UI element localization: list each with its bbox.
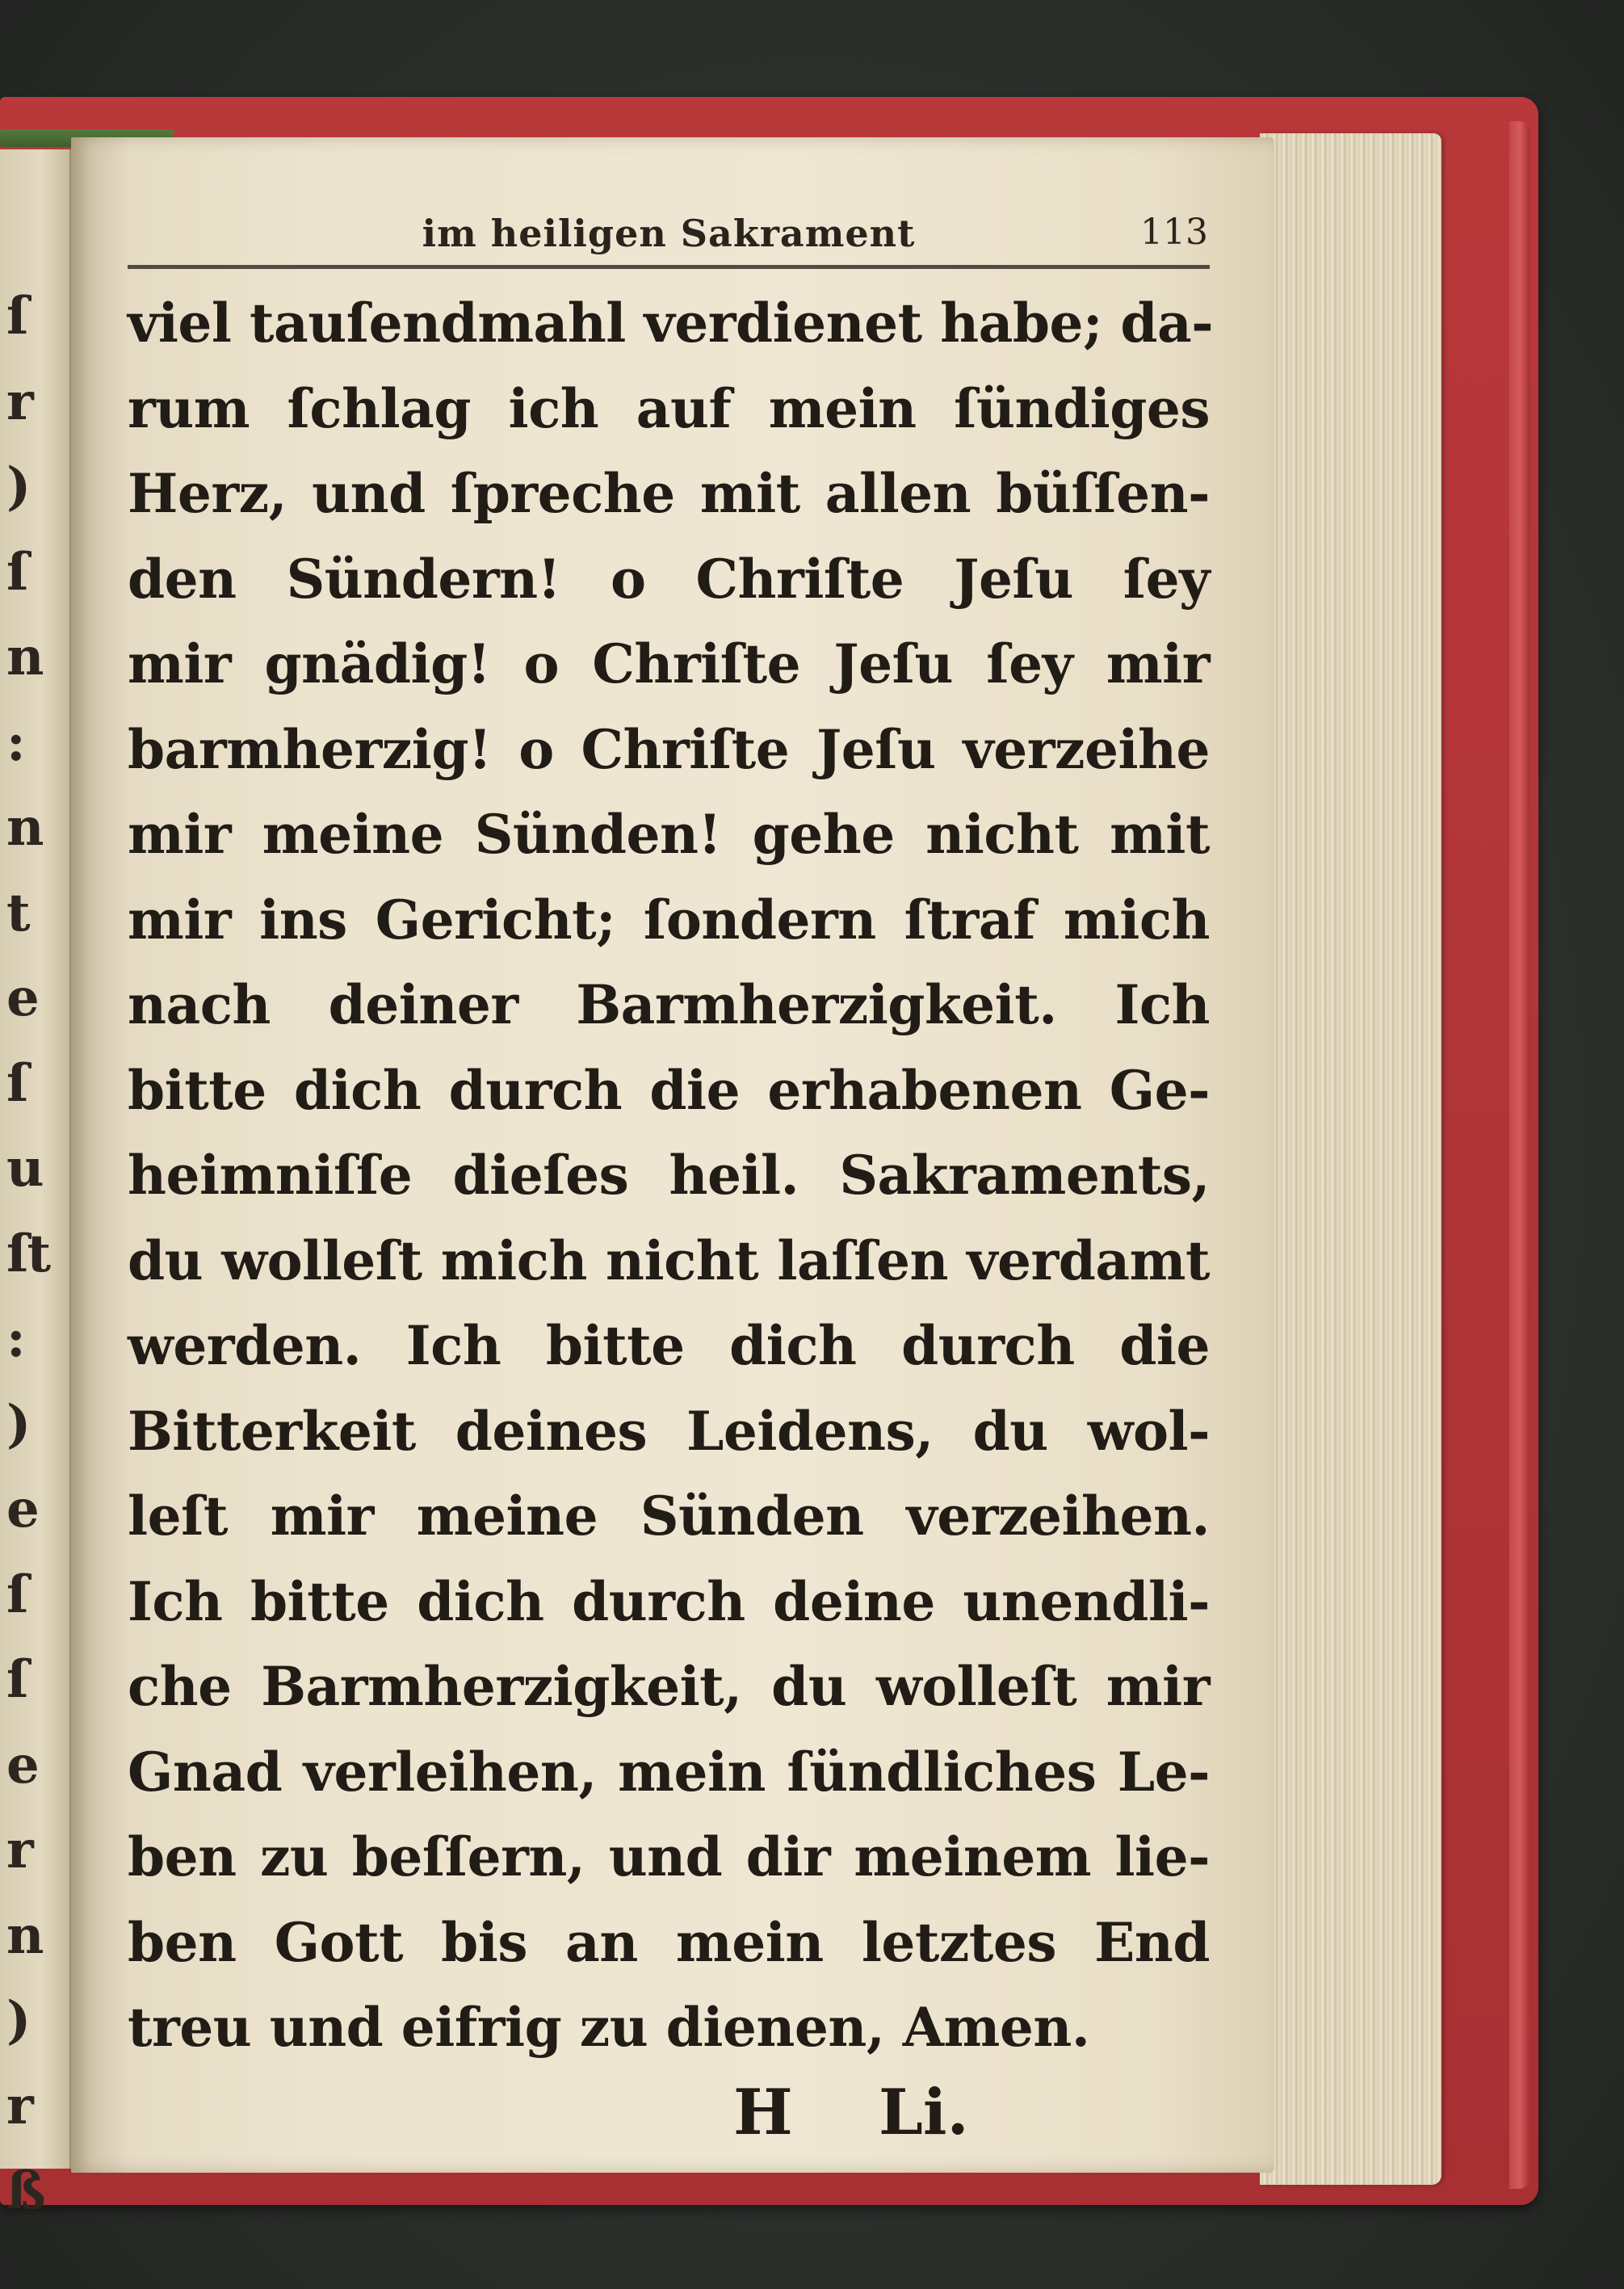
- page-edge-stack: [1260, 133, 1441, 2185]
- left-page-glyph: n: [6, 797, 43, 858]
- text-line: du wolleſt mich nicht laſſen verdamt: [128, 1228, 1210, 1292]
- running-head: im heiligen Sakrament: [422, 212, 916, 255]
- text-line: che Barmherzigkeit, du wolleſt mir: [128, 1655, 1210, 1718]
- left-page-glyph: ſ: [6, 1564, 27, 1625]
- text-line: leſt mir meine Sünden verzeihen.: [128, 1485, 1210, 1548]
- signature-mark: H: [733, 2076, 793, 2149]
- text-line: Bitterkeit deines Leidens, du wol-: [128, 1399, 1210, 1463]
- left-page-glyph: e: [6, 1734, 38, 1796]
- text-line: Gnad verleihen, mein ſündliches Le-: [128, 1740, 1210, 1804]
- left-page-glyph: ſ: [6, 286, 27, 346]
- page-header: [128, 207, 1210, 271]
- left-page-glyph: n: [6, 627, 43, 687]
- left-page-glyph: ſ: [6, 1649, 27, 1710]
- left-page-edge: [0, 149, 72, 2221]
- text-line: ben Gott bis an mein letztes End: [128, 1910, 1210, 1974]
- text-line: nach deiner Barmherzigkeit. Ich: [128, 973, 1210, 1036]
- left-page-glyph: t: [6, 882, 29, 943]
- text-line: mir ins Gericht; ſondern ſtraf mich: [128, 888, 1210, 951]
- text-line: werden. Ich bitte dich durch die: [128, 1314, 1210, 1377]
- text-line: viel tauſendmahl verdienet habe; da-: [128, 292, 1214, 355]
- left-page-glyph: r: [6, 371, 32, 432]
- left-page-glyph: e: [6, 1479, 38, 1539]
- book-page: [71, 137, 1274, 2173]
- text-line: bitte dich durch die erhabenen Ge-: [128, 1058, 1210, 1122]
- left-page-glyph: r: [6, 2075, 32, 2136]
- header-rule: [128, 265, 1210, 269]
- left-page-glyph: r: [6, 1820, 32, 1880]
- left-page-glyph: ſ: [6, 1052, 27, 1114]
- left-page-glyph: ſt: [6, 1223, 50, 1284]
- left-page-glyph: e: [6, 968, 38, 1028]
- cover-edge: [1509, 121, 1530, 2189]
- left-page-glyph: n: [6, 1905, 43, 1966]
- left-page-glyph: ): [6, 1393, 30, 1455]
- text-line: barmherzig! o Chriſte Jeſu verzeihe: [128, 717, 1210, 781]
- left-page-glyph: ): [6, 1990, 30, 2051]
- text-line: treu und eifrig zu dienen, Amen.: [128, 1996, 1090, 2059]
- text-line: Herz, und ſpreche mit allen büſſen-: [128, 462, 1210, 525]
- left-page-glyph: :: [6, 712, 24, 773]
- text-line: rum ſchlag ich auf mein ſündiges: [128, 376, 1210, 440]
- left-page-glyph: ): [6, 456, 30, 517]
- left-page-glyph: :: [6, 1308, 24, 1369]
- text-line: ben zu beſſern, und dir meinem lie-: [128, 1825, 1210, 1888]
- text-line: mir gnädig! o Chriſte Jeſu ſey mir: [128, 632, 1210, 695]
- left-page-glyph: ß: [6, 2161, 44, 2221]
- body-text: [128, 281, 1214, 2071]
- catchword: Li.: [879, 2076, 969, 2149]
- left-page-glyph: ſ: [6, 541, 27, 603]
- text-line: mir meine Sünden! gehe nicht mit: [128, 803, 1210, 866]
- text-line: heimniſſe dieſes heil. Sakraments,: [128, 1144, 1210, 1207]
- left-page-glyph: u: [6, 1138, 43, 1199]
- text-line: Ich bitte dich durch deine unendli-: [128, 1569, 1210, 1633]
- page-footer: [733, 2076, 1072, 2165]
- page-number: 113: [1140, 212, 1208, 253]
- text-line: den Sündern! o Chriſte Jeſu ſey: [128, 547, 1210, 611]
